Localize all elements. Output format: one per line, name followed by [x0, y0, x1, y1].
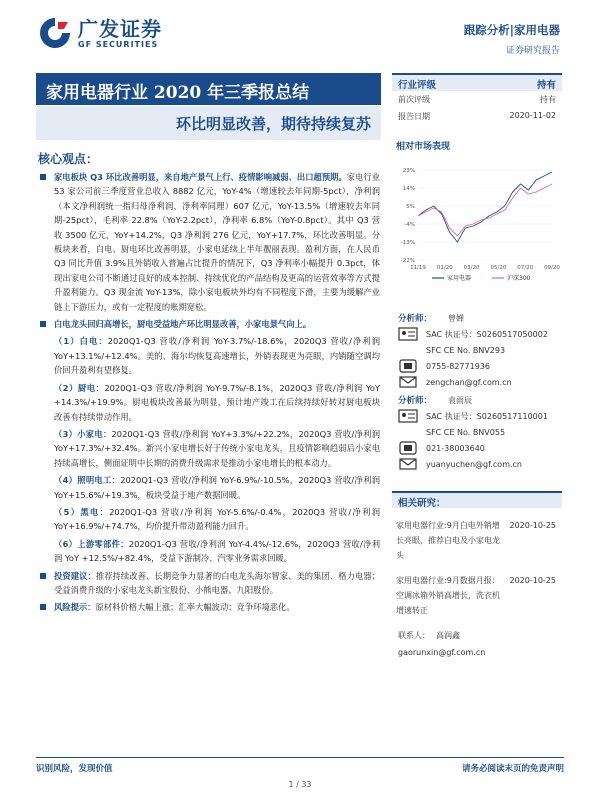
- analyst-2: [398, 392, 548, 472]
- analyst-sfc: SFC CE No. BNV055: [426, 427, 506, 437]
- x-tick-label: 11/19: [410, 265, 426, 271]
- id-card-icon: [398, 409, 420, 423]
- prev-rating-row: [392, 91, 562, 108]
- logo-text-en: GF SECURITIES: [78, 39, 159, 49]
- analyst-sac: SAC 执证号：S0260517050002: [426, 329, 548, 339]
- prev-rating-value: 持有: [540, 95, 556, 104]
- market-title: 相对市场表现: [396, 142, 451, 152]
- report-title: 家用电器行业 2020 年三季报总结: [36, 73, 381, 105]
- x-tick-label: 09/20: [544, 265, 560, 271]
- segment-2: [38, 381, 380, 424]
- core-title: 核心观点：: [38, 152, 99, 166]
- x-tick-label: 05/20: [490, 265, 507, 271]
- segment-label: （6）上游零部件：: [54, 538, 129, 549]
- analyst-label: 分析师：: [398, 314, 433, 324]
- footer-disclaimer: 请务必阅读末页的免责声明: [461, 764, 564, 774]
- series-line-1: [418, 184, 552, 236]
- y-tick-label: -13%: [400, 240, 415, 246]
- segment-label: （5）黑电：: [54, 506, 110, 517]
- y-tick-label: -4%: [404, 222, 415, 228]
- invest-lead: 投资建议：: [54, 570, 96, 581]
- paragraph-text: 家电行业 53 家公司前三季度营业总收入 8882 亿元，YoY-4%（增速较去年同期-5pct），净利润（本文净利润统一指归母净利润，净利率同理）607 亿元，YoY-13.5%（增速较去年同期-25pct），毛利率 22.8%（YoY-2.2pct），净利率 6.8%（YoY-0.8pct）。其中 Q3 营收 3500 亿元，YoY+14.2%，Q3 净利润 276 亿元，YoY+17.7%，环比改善明显。分板块来看，白电、厨电环比改善明显，小家电延续上半年靓丽表现。盈利方面，在人民币 Q3 同比升值 3.9%且外销收入普遍占比提升的情况下，Q3 净利率小幅提升 0.3pct，体现出家电公司不断通过良好的成本控制、持续优化的产品结构及更高的运营效率等方式提升盈利能力。Q3 现金流 YoY-13%，除小家电板块外均有不同程度下滑，主要为缓解产业链上下游压力，或有一定程度的账期宽松。: [54, 172, 380, 312]
- x-tick-label: 03/20: [463, 265, 480, 271]
- sidebar-rating: [392, 73, 562, 152]
- segment-label: （4）照明电工：: [54, 475, 121, 486]
- y-tick-label: 14%: [402, 186, 415, 192]
- footer-slogan: 识别风险，发现价值: [36, 764, 113, 774]
- logo: [38, 16, 162, 50]
- logo-text: 广发证券: [78, 16, 162, 41]
- segment-6: [38, 537, 380, 566]
- analyst-1: [398, 310, 548, 390]
- segment-5: [38, 505, 380, 534]
- paragraph-1: [38, 170, 380, 314]
- phone-icon: [398, 441, 420, 455]
- invest-advice: [38, 569, 380, 598]
- gf-logo-icon: [38, 16, 72, 50]
- y-tick-label: 5%: [406, 204, 415, 210]
- analyst-sfc: SFC CE No. BNV293: [426, 345, 506, 355]
- page-number: 1 / 33: [288, 780, 312, 789]
- segment-label: （3）小家电：: [54, 428, 112, 439]
- contact-label: 联系人：: [398, 631, 430, 640]
- segment-text: 2020Q1-Q3 营收/净利润 YoY+3.3%/+22.2%，2020Q3 营收/净利润 YoY+17.3%/+32.4%。新兴小家电增长好于传统小家电龙头，且疫情影响趋弱后小家电持续高增长，侧面证明中长期的消费升级需求是推动小家电增长的根本动力。: [54, 428, 380, 468]
- segment-text: 2020Q1-Q3 营收/净利润 YoY-9.7%/-8.1%，2020Q3 营收/净利润 YoY +14.3%/+19.9%。厨电板块改善最为明显，预计地产竣工在后续持续好转对厨电板块改善有持续带动作用。: [54, 382, 380, 422]
- report-category: 跟踪分析|家用电器: [463, 23, 560, 37]
- rating-value: 持有: [536, 80, 556, 91]
- header: [0, 0, 600, 68]
- legend-label: 沪深300: [507, 275, 531, 282]
- relative-market-chart: [392, 156, 562, 286]
- y-tick-label: -22%: [400, 258, 415, 264]
- paragraph-2: [38, 317, 380, 331]
- analyst-label: 分析师：: [398, 396, 433, 406]
- paragraph-lead: 白电龙头回归高增长，厨电受益地产环比明显改善，小家电景气向上。: [54, 319, 312, 330]
- footer-divider: [36, 757, 564, 758]
- segment-text: 2020Q1-Q3 营收/净利润 YoY-5.6%/-0.4%，2020Q3 营收/净利润 YoY+16.9%/+74.7%，均价提升带动盈利能力回升。: [54, 506, 380, 532]
- segment-label: （1）白电：: [54, 336, 108, 347]
- email-icon: [398, 375, 420, 389]
- risk-text: 原材料价格大幅上涨；汇率大幅波动；竞争环境恶化。: [95, 602, 295, 613]
- segment-label: （2）厨电：: [54, 382, 105, 393]
- prev-rating-label: 前次评级: [398, 95, 430, 104]
- segment-text: 2020Q1-Q3 营收/净利润 YoY-3.7%/-18.6%，2020Q3 营收/净利润 YoY+13.1%/+12.4%。美的、海尔均恢复高速增长，外销表现更为亮眼，内销随空调均价回升盈利有望修复。: [54, 336, 380, 376]
- y-tick-label: 23%: [402, 168, 415, 174]
- related-item-date: 2020-10-25: [509, 576, 556, 585]
- analyst-phone: 0755-82771936: [426, 361, 490, 371]
- series-line-0: [418, 172, 552, 242]
- risk-warning: [38, 600, 380, 614]
- id-card-icon: [398, 327, 420, 341]
- legend-label: 家用电器: [447, 275, 472, 282]
- related-item-date: 2020-10-25: [509, 521, 556, 530]
- related-item-text: 家用电器行业:9月数据月报：空调冰箱外销高增长，洗衣机增速转正: [396, 576, 500, 615]
- analyst-name: 袁雨辰: [448, 395, 472, 405]
- analyst-email[interactable]: yuanyuchen@gf.com.cn: [426, 459, 522, 469]
- invest-text: 推荐持续改善、长期竞争力显著的白电龙头海尔智家、美的集团、格力电器；受益消费升级的小家电龙头新宝股份、小熊电器、九阳股份。: [54, 570, 380, 595]
- report-subtitle: 环比明显改善，期待持续复苏: [36, 106, 381, 140]
- segment-4: [38, 473, 380, 502]
- related-title: 相关研究：: [392, 491, 562, 508]
- analyst-name: 曾婵: [448, 313, 464, 323]
- related-item-text: 家用电器行业:9月白电外销增长亮眼，推荐白电及小家电龙头: [396, 521, 500, 560]
- related-item[interactable]: [392, 571, 562, 620]
- x-tick-label: 01/20: [436, 265, 453, 271]
- risk-lead: 风险提示：: [54, 602, 96, 613]
- x-tick-label: 07/20: [517, 265, 534, 271]
- related-research: [392, 491, 562, 620]
- chart-svg: [392, 156, 562, 286]
- segment-text: 2020Q1-Q3 营收/净利润 YoY-4.4%/-12.6%，2020Q3 营收/净利润 YoY +12.5%/+82.4%，受益下游制冷、汽零业务需求回暖。: [54, 538, 380, 564]
- report-date-value: 2020-11-02: [509, 111, 556, 120]
- report-date-label: 报告日期: [398, 112, 430, 121]
- email-icon: [398, 457, 420, 471]
- contact-email[interactable]: gaorunxin@gf.com.cn: [398, 648, 486, 657]
- analyst-sac: SAC 执证号：S0260517110001: [426, 411, 548, 421]
- related-item[interactable]: [392, 516, 562, 565]
- paragraph-lead: 家电板块 Q3 环比改善明显，来自地产景气上行、疫情影响减弱、出口超预期。: [54, 172, 347, 182]
- main-content: [38, 170, 380, 618]
- segment-text: 2020Q1-Q3 营收/净利润 YoY-6.9%/-10.5%，2020Q3 营收/净利润 YoY+15.6%/+19.3%，板块受益于地产数据回暖。: [54, 475, 380, 500]
- header-right: [464, 22, 560, 56]
- rating-label: 行业评级: [398, 80, 437, 91]
- rating-header: [392, 73, 562, 91]
- segment-1: [38, 334, 380, 377]
- analyst-email[interactable]: zengchan@gf.com.cn: [426, 377, 512, 387]
- segment-3: [38, 427, 380, 470]
- report-date-row: [392, 108, 562, 125]
- contact-name: 高润鑫: [436, 631, 460, 640]
- phone-icon: [398, 359, 420, 373]
- report-type: 证券研究报告: [505, 46, 560, 56]
- contact: [398, 627, 485, 661]
- analyst-phone: 021-38003640: [426, 443, 485, 453]
